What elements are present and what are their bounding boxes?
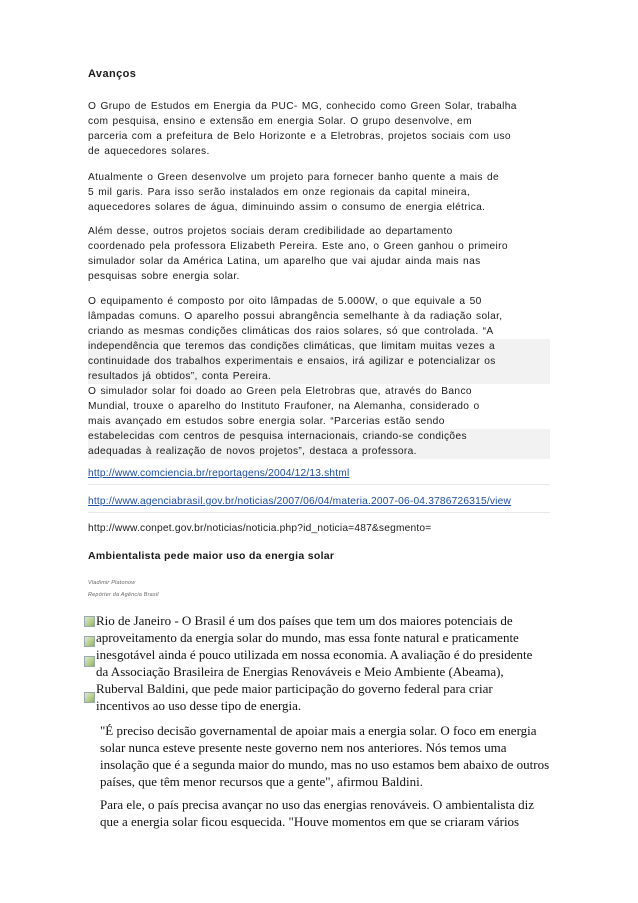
section-heading-avancos: Avanços bbox=[88, 68, 137, 80]
paragraph-simulador bbox=[88, 224, 550, 284]
article-author-role: Repórter da Agência Brasil bbox=[88, 592, 159, 598]
text-line: que a energia solar ficou esquecida. "Houve momentos em que se criaram vários bbox=[100, 814, 520, 829]
article-title: Ambientalista pede maior uso da energia solar bbox=[88, 550, 335, 562]
link-text[interactable]: http://www.agenciabrasil.gov.br/noticias/2007/06/04/materia.2007-06-04.3786726315/view bbox=[88, 496, 512, 507]
text-line: O simulador solar foi doado ao Green pela Eletrobras que, através do Banco bbox=[88, 386, 472, 397]
text-line: mais avançado em estudos sobre energia solar. “Parcerias estão sendo bbox=[88, 416, 445, 427]
text-line: incentivos ao uso desse tipo de energia. bbox=[96, 698, 302, 713]
text-line: "É preciso decisão governamental de apoiar mais a energia solar. O foco em energia bbox=[100, 723, 537, 738]
text-line: adequadas à realização de novos projetos”, destaca a professora. bbox=[88, 444, 550, 459]
link-text[interactable]: http://www.comciencia.br/reportagens/2004/12/13.shtml bbox=[88, 468, 350, 479]
text-line: de aquecedores solares. bbox=[88, 146, 210, 157]
text-line: Ruberval Baldini, que pede maior participação do governo federal para criar bbox=[96, 681, 493, 696]
paragraph-garis-project bbox=[88, 170, 550, 215]
broken-image-icon bbox=[84, 616, 95, 627]
text-line: parceria com a prefeitura de Belo Horizonte e a Eletrobras, projetos sociais com uso bbox=[88, 131, 511, 142]
text-line: Rio de Janeiro - O Brasil é um dos países que tem um dos maiores potenciais de bbox=[96, 613, 513, 628]
broken-image-icon bbox=[84, 636, 95, 647]
text-line: insolação que é a segunda maior do mundo, mas no uso estamos bem abaixo de outros bbox=[100, 757, 550, 772]
text-line: pesquisas sobre energia solar. bbox=[88, 271, 240, 282]
text-line: resultados já obtidos”, conta Pereira. bbox=[88, 369, 550, 384]
text-line: criando as mesmas condições climáticas dos raios solares, só que controlada. “A bbox=[88, 326, 494, 337]
text-line: O Grupo de Estudos em Energia da PUC- MG, conhecido como Green Solar, trabalha bbox=[88, 101, 517, 112]
paragraph-rio-de-janeiro bbox=[96, 612, 566, 714]
text-line: independência que teremos das condições climáticas, que limitam muitas vezes a bbox=[88, 339, 550, 354]
text-line: aquecedores solares de água, diminuindo assim o consumo de energia elétrica. bbox=[88, 202, 486, 213]
reference-link-comciencia[interactable] bbox=[88, 466, 349, 481]
text-line: países, que têm menor recursos que a gente", afirmou Baldini. bbox=[100, 774, 423, 789]
text-line: Para ele, o país precisa avançar no uso das energias renováveis. O ambientalista diz bbox=[100, 797, 535, 812]
divider bbox=[88, 512, 550, 513]
text-line: com pesquisa, ensino e extensão em energia Solar. O grupo desenvolve, em bbox=[88, 116, 472, 127]
text-line: Atualmente o Green desenvolve um projeto para fornecer banho quente a mais de bbox=[88, 172, 500, 183]
text-line: coordenado pela professora Elizabeth Pereira. Este ano, o Green ganhou o primeiro bbox=[88, 241, 508, 252]
text-line: inesgotável ainda é pouco utilizada em nossa economia. A avaliação é do presidente bbox=[96, 647, 533, 662]
divider bbox=[88, 484, 550, 485]
text-line: Além desse, outros projetos sociais deram credibilidade ao departamento bbox=[88, 226, 453, 237]
text-line: Mundial, trouxe o aparelho do Instituto Fraufoner, na Alemanha, considerado o bbox=[88, 401, 480, 412]
paragraph-doacao bbox=[88, 384, 550, 459]
reference-url-conpet: http://www.conpet.gov.br/noticias/noticia.php?id_noticia=487&segmento= bbox=[88, 523, 432, 534]
text-line: da Associação Brasileira de Energias Renováveis e Meio Ambiente (Abeama), bbox=[96, 664, 504, 679]
paragraph-quote-baldini bbox=[100, 722, 570, 790]
text-line: estabelecidas com centros de pesquisa internacionais, criando-se condições bbox=[88, 429, 550, 444]
text-line: 5 mil garis. Para isso serão instalados em onze regionais da capital mineira, bbox=[88, 187, 471, 198]
reference-link-agenciabrasil[interactable] bbox=[88, 494, 511, 509]
text-line: lâmpadas comuns. O aparelho possui abrangência semelhante à da radiação solar, bbox=[88, 311, 503, 322]
text-line: solar nunca esteve presente neste governo nem nos anteriores. Nós temos uma bbox=[100, 740, 507, 755]
text-line: simulador solar da América Latina, um aparelho que vai ajudar ainda mais nas bbox=[88, 256, 481, 267]
text-line: continuidade dos trabalhos experimentais e ensaios, irá agilizar e potencializar os bbox=[88, 354, 550, 369]
text-line: aproveitamento da energia solar do mundo, mas essa fonte natural e praticamente bbox=[96, 630, 519, 645]
paragraph-equipamento bbox=[88, 294, 550, 384]
broken-image-icon bbox=[84, 656, 95, 667]
broken-image-icon bbox=[84, 692, 95, 703]
paragraph-green-solar bbox=[88, 99, 550, 159]
paragraph-para-ele bbox=[100, 796, 570, 830]
text-line: O equipamento é composto por oito lâmpadas de 5.000W, o que equivale a 50 bbox=[88, 296, 482, 307]
article-author: Vladimir Platonow bbox=[88, 580, 136, 586]
